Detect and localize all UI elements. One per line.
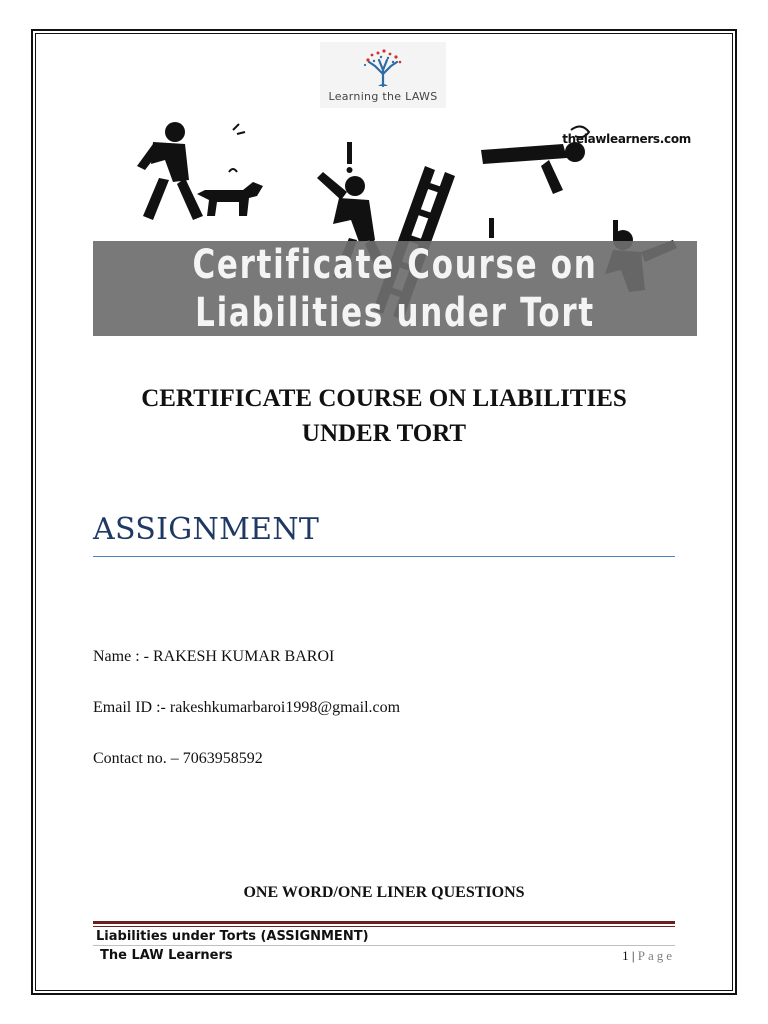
student-email: Email ID :- rakeshkumarbaroi1998@gmail.com bbox=[93, 699, 401, 716]
page-number bbox=[622, 948, 675, 964]
banner-title-line1: Certificate Course on bbox=[192, 242, 598, 288]
footer-rule-thick bbox=[93, 921, 675, 924]
banner-site-url: thelawlearners.com bbox=[562, 132, 691, 146]
footer-document-title: Liabilities under Torts (ASSIGNMENT) bbox=[96, 929, 369, 944]
footer-rule-thin bbox=[93, 926, 675, 927]
tree-logo-icon bbox=[360, 48, 406, 88]
course-title bbox=[93, 381, 675, 451]
banner-title-line2: Liabilities under Tort bbox=[195, 290, 595, 336]
footer-divider bbox=[93, 945, 675, 946]
footer-organization: The LAW Learners bbox=[100, 948, 233, 963]
page-number-value: 1 bbox=[622, 948, 629, 963]
course-title-line2: UNDER TORT bbox=[301, 420, 467, 447]
heading-rule bbox=[93, 556, 675, 557]
learning-the-laws-logo bbox=[320, 42, 446, 108]
section-heading: ONE WORD/ONE LINER QUESTIONS bbox=[243, 884, 525, 901]
page-separator: | bbox=[631, 948, 635, 963]
assignment-heading: ASSIGNMENT bbox=[93, 512, 320, 547]
page-word: Page bbox=[637, 948, 675, 963]
course-banner-image bbox=[93, 120, 697, 336]
logo-text: Learning the LAWS bbox=[328, 90, 438, 103]
student-contact: Contact no. – 7063958592 bbox=[93, 750, 263, 767]
course-title-line1: CERTIFICATE COURSE ON LIABILITIES bbox=[141, 385, 627, 412]
student-name: Name : - RAKESH KUMAR BAROI bbox=[93, 648, 335, 665]
